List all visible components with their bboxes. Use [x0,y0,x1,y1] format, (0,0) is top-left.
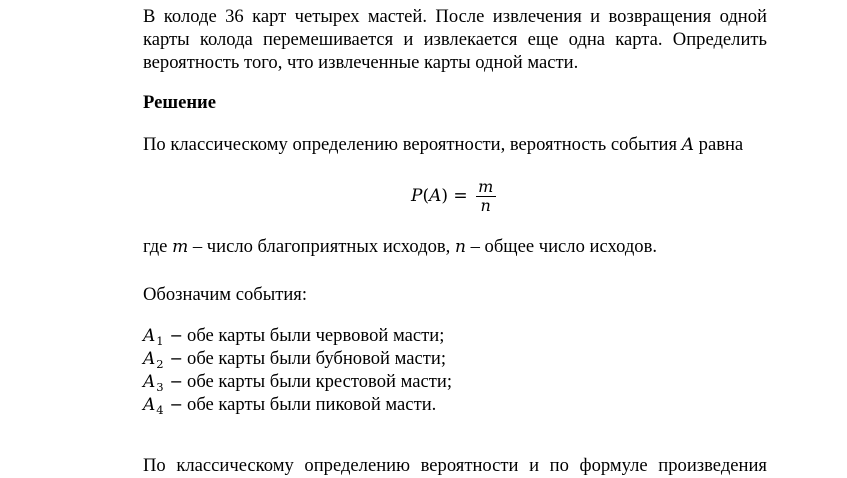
event-symbol: A [143,395,156,415]
formula-a: A [429,186,442,206]
event-a-symbol: A [681,135,694,155]
problem-line-2: карты колода перемешивается и извлекается еще одна карта. Определить [143,29,767,50]
event-index: 1 [156,334,164,348]
event-index: 2 [156,357,164,371]
event-index: 3 [156,380,164,394]
classical-text: По классическому определению вероятности, вероятность события [143,134,682,155]
document-page [143,0,767,477]
probability-formula [411,176,496,216]
n-description: – общее число исходов. [465,236,658,257]
event-index: 4 [156,403,164,417]
m-symbol: m [172,237,189,257]
event-dash: − [169,326,184,345]
event-symbol: A [143,326,156,346]
event-dash: − [169,395,184,414]
continuation-line: По классическому определению вероятности и по формуле произведения [143,455,767,476]
where-prefix: где [143,236,173,257]
classical-definition-text [143,133,743,157]
event-text: обе карты были бубновой масти; [187,348,447,369]
n-symbol: n [454,237,466,257]
problem-line-3: вероятность того, что извлеченные карты одной масти. [143,52,579,73]
formula-open-paren: ( [422,186,430,206]
formula-fraction [476,178,496,215]
event-item [143,347,446,372]
event-symbol: A [143,349,156,369]
where-definition-text [143,235,657,259]
formula-close-eq: ) = [441,186,468,206]
event-text: обе карты были крестовой масти; [187,371,452,392]
event-text: обе карты были пиковой масти. [187,394,437,415]
event-dash: − [169,372,184,391]
event-symbol: A [143,372,156,392]
formula-lhs [411,186,468,206]
event-item [143,324,444,349]
event-item [143,370,452,395]
solution-heading: Решение [143,92,216,113]
event-text: обе карты были червовой масти; [187,325,445,346]
event-dash: − [169,349,184,368]
fraction-denominator: n [480,195,491,215]
events-label: Обозначим события: [143,284,308,305]
fraction-numerator: m [478,176,494,196]
event-item [143,393,436,418]
formula-p: P [411,186,423,206]
classical-tail: равна [694,134,744,155]
m-description: – число благоприятных исходов, [188,236,455,257]
problem-line-1: В колоде 36 карт четырех мастей. После извлечения и возвращения одной [143,6,767,27]
